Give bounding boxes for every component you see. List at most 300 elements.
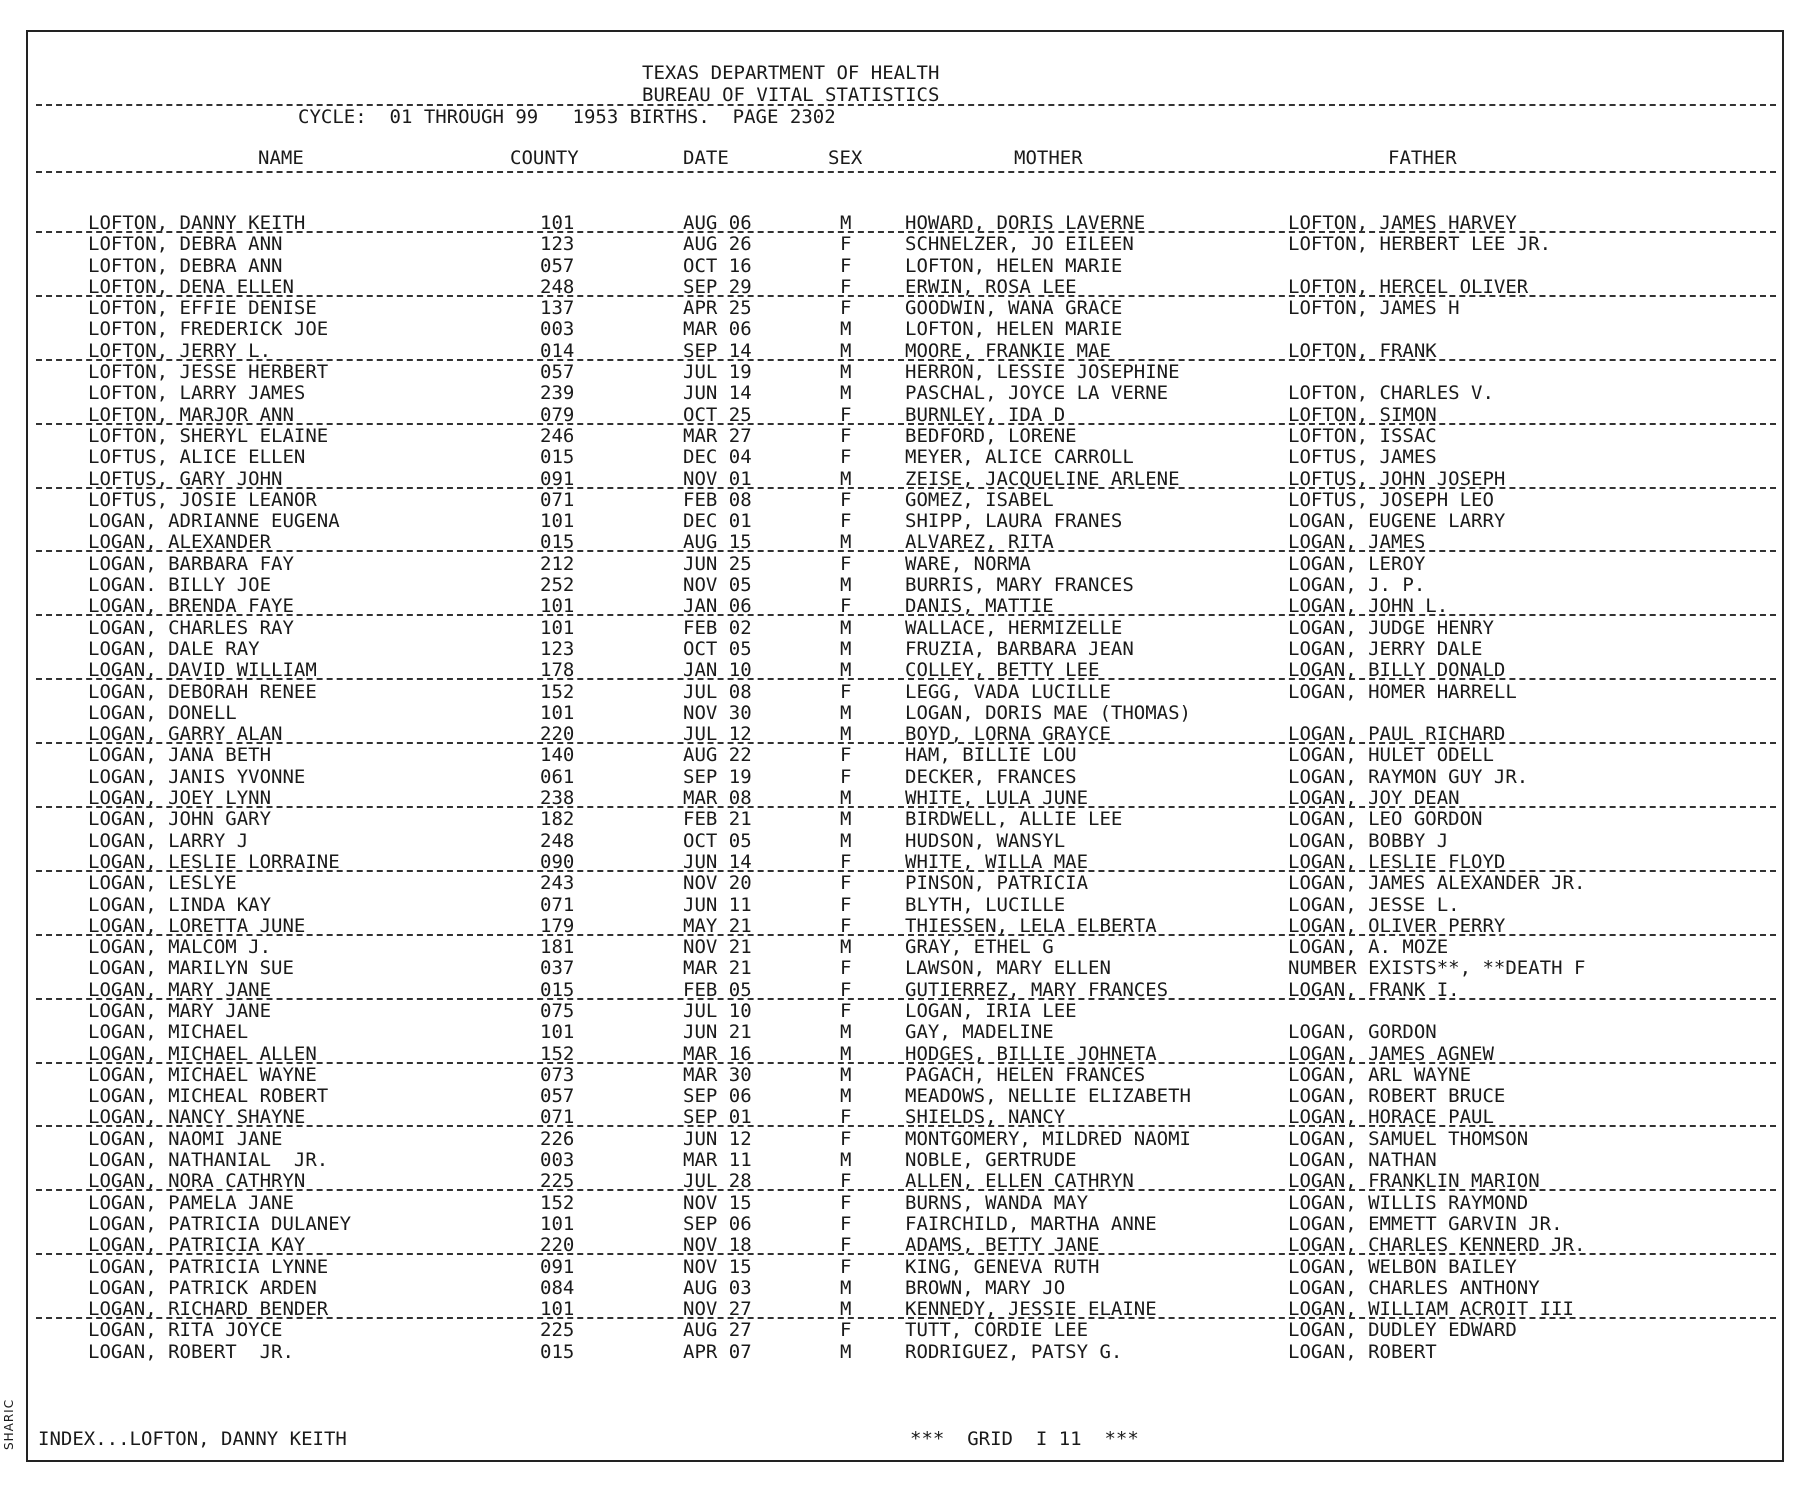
cell-father: LOGAN, BOBBY J bbox=[1288, 829, 1449, 852]
cell-father: LOFTON, CHARLES V. bbox=[1288, 382, 1494, 405]
cell-sex: F bbox=[840, 1127, 852, 1150]
cell-name: LOGAN, MALCOM J. bbox=[88, 936, 272, 959]
cell-date: MAR 30 bbox=[683, 1063, 752, 1086]
cell-date: JUN 12 bbox=[683, 1127, 752, 1150]
cell-father: LOGAN, WILLIAM ACROIT III bbox=[1288, 1298, 1574, 1321]
cell-date: OCT 05 bbox=[683, 829, 752, 852]
cell-date: SEP 06 bbox=[683, 1212, 752, 1235]
cell-mother: PAGACH, HELEN FRANCES bbox=[905, 1063, 1146, 1086]
cell-name: LOGAN, ROBERT JR. bbox=[88, 1340, 294, 1363]
cell-name: LOGAN, PATRICIA DULANEY bbox=[88, 1212, 352, 1235]
cell-name: LOGAN, LORETTA JUNE bbox=[88, 914, 306, 937]
cell-mother: BLYTH, LUCILLE bbox=[905, 893, 1066, 916]
cell-county: 073 bbox=[540, 1063, 575, 1086]
cell-county: 226 bbox=[540, 1127, 575, 1150]
cell-date: JUN 14 bbox=[683, 850, 752, 873]
cell-father: LOGAN, CHARLES ANTHONY bbox=[1288, 1276, 1540, 1299]
cell-sex: M bbox=[840, 574, 852, 597]
cell-sex: F bbox=[840, 595, 852, 618]
cell-name: LOGAN, PAMELA JANE bbox=[88, 1191, 294, 1214]
cell-date: FEB 21 bbox=[683, 808, 752, 831]
cell-county: 140 bbox=[540, 744, 575, 767]
cell-county: 179 bbox=[540, 914, 575, 937]
cell-sex: M bbox=[840, 637, 852, 660]
cell-date: JUN 14 bbox=[683, 382, 752, 405]
cell-county: 071 bbox=[540, 893, 575, 916]
table-row bbox=[0, 447, 1807, 468]
cell-name: LOGAN, JANIS YVONNE bbox=[88, 765, 306, 788]
cell-name: LOFTON, DEBRA ANN bbox=[88, 254, 283, 277]
table-row bbox=[0, 618, 1807, 639]
cell-county: 178 bbox=[540, 659, 575, 682]
cell-mother: ALVAREZ, RITA bbox=[905, 531, 1054, 554]
table-row bbox=[0, 1299, 1807, 1320]
cell-father: LOGAN, ROBERT BRUCE bbox=[1288, 1085, 1506, 1108]
cell-sex: F bbox=[840, 552, 852, 575]
table-row bbox=[0, 1214, 1807, 1235]
cell-county: 182 bbox=[540, 808, 575, 831]
cell-name: LOGAN, MARILYN SUE bbox=[88, 957, 294, 980]
cell-date: FEB 05 bbox=[683, 978, 752, 1001]
cell-name: LOGAN, LINDA KAY bbox=[88, 893, 272, 916]
cell-name: LOGAN, PATRICIA KAY bbox=[88, 1234, 306, 1257]
cell-date: MAR 16 bbox=[683, 1042, 752, 1065]
cell-name: LOGAN, BARBARA FAY bbox=[88, 552, 294, 575]
cell-county: 014 bbox=[540, 339, 575, 362]
table-row bbox=[0, 213, 1807, 234]
cell-father: LOGAN, NATHAN bbox=[1288, 1149, 1437, 1172]
cell-mother: BROWN, MARY JO bbox=[905, 1276, 1066, 1299]
cell-sex: F bbox=[840, 510, 852, 533]
cell-county: 071 bbox=[540, 488, 575, 511]
cell-county: 123 bbox=[540, 233, 575, 256]
cell-mother: THIESSEN, LELA ELBERTA bbox=[905, 914, 1157, 937]
cell-name: LOFTON, MARJOR ANN bbox=[88, 403, 294, 426]
cell-date: SEP 29 bbox=[683, 275, 752, 298]
cell-mother: LOFTON, HELEN MARIE bbox=[905, 318, 1123, 341]
table-row bbox=[0, 341, 1807, 362]
cell-father: LOGAN, BILLY DONALD bbox=[1288, 659, 1506, 682]
cell-mother: TUTT, CORDIE LEE bbox=[905, 1319, 1089, 1342]
cell-sex: M bbox=[840, 212, 852, 234]
cell-date: MAY 21 bbox=[683, 914, 752, 937]
table-row bbox=[0, 916, 1807, 937]
cell-sex: F bbox=[840, 680, 852, 703]
cell-name: LOGAN, DEBORAH RENEE bbox=[88, 680, 317, 703]
column-header-divider bbox=[36, 171, 1776, 173]
table-row bbox=[0, 1022, 1807, 1043]
cell-mother: BIRDWELL, ALLIE LEE bbox=[905, 808, 1123, 831]
cell-father: LOGAN, OLIVER PERRY bbox=[1288, 914, 1506, 937]
cell-mother: LOGAN, DORIS MAE (THOMAS) bbox=[905, 701, 1191, 724]
cell-sex: M bbox=[840, 382, 852, 405]
table-row bbox=[0, 277, 1807, 298]
cell-name: LOGAN, NATHANIAL JR. bbox=[88, 1149, 329, 1172]
cell-sex: M bbox=[840, 787, 852, 810]
cell-mother: LOGAN, IRIA LEE bbox=[905, 999, 1077, 1022]
cell-name: LOGAN, MARY JANE bbox=[88, 978, 272, 1001]
cell-name: LOFTON, EFFIE DENISE bbox=[88, 297, 317, 320]
table-row bbox=[0, 1001, 1807, 1022]
cell-county: 220 bbox=[540, 1234, 575, 1257]
cell-sex: M bbox=[840, 616, 852, 639]
cell-county: 101 bbox=[540, 510, 575, 533]
cell-name: LOFTON, FREDERICK JOE bbox=[88, 318, 329, 341]
cell-father: LOFTON, JAMES H bbox=[1288, 297, 1460, 320]
cell-sex: F bbox=[840, 1106, 852, 1129]
cell-mother: WARE, NORMA bbox=[905, 552, 1031, 575]
cell-mother: ZEISE, JACQUELINE ARLENE bbox=[905, 467, 1180, 490]
cell-father: LOGAN, GORDON bbox=[1288, 1021, 1437, 1044]
cell-mother: KING, GENEVA RUTH bbox=[905, 1255, 1100, 1278]
table-row bbox=[0, 682, 1807, 703]
cell-father: LOFTUS, JAMES bbox=[1288, 446, 1437, 469]
cell-sex: F bbox=[840, 297, 852, 320]
cell-mother: ALLEN, ELLEN CATHRYN bbox=[905, 1170, 1134, 1193]
cell-county: 101 bbox=[540, 212, 575, 234]
table-row bbox=[0, 1278, 1807, 1299]
cell-county: 075 bbox=[540, 999, 575, 1022]
cell-sex: F bbox=[840, 1191, 852, 1214]
cell-name: LOGAN, NANCY SHAYNE bbox=[88, 1106, 306, 1129]
cell-father: LOGAN, SAMUEL THOMSON bbox=[1288, 1127, 1529, 1150]
table-row bbox=[0, 575, 1807, 596]
table-row bbox=[0, 1150, 1807, 1171]
cell-name: LOFTON, DENA ELLEN bbox=[88, 275, 294, 298]
cell-mother: BURRIS, MARY FRANCES bbox=[905, 574, 1134, 597]
cell-county: 239 bbox=[540, 382, 575, 405]
cell-name: LOGAN, BRENDA FAYE bbox=[88, 595, 294, 618]
cell-mother: HERRON, LESSIE JOSEPHINE bbox=[905, 361, 1180, 384]
table-row bbox=[0, 1171, 1807, 1192]
cell-county: 057 bbox=[540, 254, 575, 277]
cell-date: SEP 01 bbox=[683, 1106, 752, 1129]
cell-county: 212 bbox=[540, 552, 575, 575]
cell-county: 101 bbox=[540, 1298, 575, 1321]
cell-sex: M bbox=[840, 1276, 852, 1299]
cell-county: 015 bbox=[540, 446, 575, 469]
cell-sex: F bbox=[840, 424, 852, 447]
cell-name: LOGAN, GARRY ALAN bbox=[88, 723, 283, 746]
cell-name: LOGAN, DALE RAY bbox=[88, 637, 260, 660]
cell-sex: M bbox=[840, 723, 852, 746]
cell-county: 057 bbox=[540, 1085, 575, 1108]
table-row bbox=[0, 319, 1807, 340]
birth-records-table bbox=[0, 213, 1807, 1363]
cell-father: LOGAN, HOMER HARRELL bbox=[1288, 680, 1517, 703]
cell-mother: SHIPP, LAURA FRANES bbox=[905, 510, 1123, 533]
cell-county: 091 bbox=[540, 1255, 575, 1278]
cell-sex: M bbox=[840, 1149, 852, 1172]
table-row bbox=[0, 362, 1807, 383]
table-row bbox=[0, 788, 1807, 809]
table-row bbox=[0, 873, 1807, 894]
cell-date: FEB 02 bbox=[683, 616, 752, 639]
cell-father: LOGAN, JOHN L. bbox=[1288, 595, 1449, 618]
cell-date: APR 25 bbox=[683, 297, 752, 320]
table-row bbox=[0, 554, 1807, 575]
table-row bbox=[0, 767, 1807, 788]
table-row bbox=[0, 469, 1807, 490]
cell-name: LOGAN, JANA BETH bbox=[88, 744, 272, 767]
cell-mother: LEGG, VADA LUCILLE bbox=[905, 680, 1111, 703]
cell-mother: HAM, BILLIE LOU bbox=[905, 744, 1077, 767]
cell-mother: SCHNELZER, JO EILEEN bbox=[905, 233, 1134, 256]
cell-county: 252 bbox=[540, 574, 575, 597]
cell-father: LOGAN, DUDLEY EDWARD bbox=[1288, 1319, 1517, 1342]
cell-father: LOGAN, EUGENE LARRY bbox=[1288, 510, 1506, 533]
cell-date: JUN 21 bbox=[683, 1021, 752, 1044]
cell-sex: F bbox=[840, 999, 852, 1022]
cell-name: LOGAN, RICHARD BENDER bbox=[88, 1298, 329, 1321]
table-row bbox=[0, 1193, 1807, 1214]
cell-mother: BURNS, WANDA MAY bbox=[905, 1191, 1089, 1214]
cell-father: LOGAN, ROBERT bbox=[1288, 1340, 1437, 1363]
cell-county: 225 bbox=[540, 1170, 575, 1193]
cell-father: LOGAN, LEO GORDON bbox=[1288, 808, 1483, 831]
cell-name: LOFTON, JESSE HERBERT bbox=[88, 361, 329, 384]
footer-grid: *** GRID I 11 *** bbox=[910, 1428, 1139, 1450]
cell-county: 123 bbox=[540, 637, 575, 660]
cell-date: NOV 30 bbox=[683, 701, 752, 724]
cell-father: LOGAN, LESLIE FLOYD bbox=[1288, 850, 1506, 873]
table-row bbox=[0, 1235, 1807, 1256]
cell-date: OCT 05 bbox=[683, 637, 752, 660]
table-row bbox=[0, 639, 1807, 660]
cell-mother: GUTIERREZ, MARY FRANCES bbox=[905, 978, 1169, 1001]
cell-county: 246 bbox=[540, 424, 575, 447]
cell-name: LOGAN, LESLIE LORRAINE bbox=[88, 850, 340, 873]
cell-sex: M bbox=[840, 808, 852, 831]
cell-date: DEC 04 bbox=[683, 446, 752, 469]
cell-mother: PASCHAL, JOYCE LA VERNE bbox=[905, 382, 1169, 405]
cell-date: JUL 28 bbox=[683, 1170, 752, 1193]
cell-county: 079 bbox=[540, 403, 575, 426]
cell-county: 015 bbox=[540, 1340, 575, 1363]
table-row bbox=[0, 809, 1807, 830]
cell-name: LOFTON, DEBRA ANN bbox=[88, 233, 283, 256]
cell-name: LOFTUS, JOSIE LEANOR bbox=[88, 488, 317, 511]
cell-name: LOGAN, MICHAEL WAYNE bbox=[88, 1063, 317, 1086]
cell-name: LOGAN, LESLYE bbox=[88, 872, 237, 895]
cell-mother: WHITE, LULA JUNE bbox=[905, 787, 1089, 810]
cell-sex: F bbox=[840, 957, 852, 980]
cell-mother: NOBLE, GERTRUDE bbox=[905, 1149, 1077, 1172]
cell-father: LOGAN, EMMETT GARVIN JR. bbox=[1288, 1212, 1563, 1235]
cell-county: 101 bbox=[540, 616, 575, 639]
cell-date: MAR 27 bbox=[683, 424, 752, 447]
cell-mother: KENNEDY, JESSIE ELAINE bbox=[905, 1298, 1157, 1321]
cell-sex: F bbox=[840, 488, 852, 511]
cell-father: LOFTON, HERBERT LEE JR. bbox=[1288, 233, 1552, 256]
cell-sex: F bbox=[840, 914, 852, 937]
cell-mother: BOYD, LORNA GRAYCE bbox=[905, 723, 1111, 746]
cell-name: LOGAN, RITA JOYCE bbox=[88, 1319, 283, 1342]
column-header-father: FATHER bbox=[1388, 147, 1457, 169]
table-row bbox=[0, 703, 1807, 724]
cell-sex: M bbox=[840, 701, 852, 724]
cell-sex: F bbox=[840, 254, 852, 277]
cell-sex: F bbox=[840, 403, 852, 426]
cell-father: LOFTON, SIMON bbox=[1288, 403, 1437, 426]
cell-name: LOFTON, LARRY JAMES bbox=[88, 382, 306, 405]
table-row bbox=[0, 234, 1807, 255]
cell-date: MAR 08 bbox=[683, 787, 752, 810]
table-row bbox=[0, 596, 1807, 617]
cell-father: LOGAN, A. MOZE bbox=[1288, 936, 1449, 959]
table-row bbox=[0, 405, 1807, 426]
cell-date: MAR 11 bbox=[683, 1149, 752, 1172]
header-divider bbox=[36, 104, 1776, 106]
cell-county: 101 bbox=[540, 595, 575, 618]
cell-father: LOGAN, ARL WAYNE bbox=[1288, 1063, 1472, 1086]
cell-sex: M bbox=[840, 659, 852, 682]
cell-father: NUMBER EXISTS**, **DEATH F bbox=[1288, 957, 1586, 980]
cell-sex: F bbox=[840, 1255, 852, 1278]
cell-date: JAN 06 bbox=[683, 595, 752, 618]
cell-father: LOGAN, JOY DEAN bbox=[1288, 787, 1460, 810]
cell-father: LOGAN, LEROY bbox=[1288, 552, 1426, 575]
cell-name: LOGAN, ADRIANNE EUGENA bbox=[88, 510, 340, 533]
cell-mother: BEDFORD, LORENE bbox=[905, 424, 1077, 447]
cell-date: NOV 21 bbox=[683, 936, 752, 959]
cell-county: 071 bbox=[540, 1106, 575, 1129]
cell-sex: F bbox=[840, 233, 852, 256]
cell-sex: M bbox=[840, 531, 852, 554]
cell-date: NOV 15 bbox=[683, 1191, 752, 1214]
cell-date: AUG 03 bbox=[683, 1276, 752, 1299]
cell-county: 015 bbox=[540, 978, 575, 1001]
cell-father: LOFTUS, JOSEPH LEO bbox=[1288, 488, 1494, 511]
header-cycle: CYCLE: 01 THROUGH 99 1953 BIRTHS. PAGE 2302 bbox=[298, 106, 836, 128]
cell-mother: DECKER, FRANCES bbox=[905, 765, 1077, 788]
table-row bbox=[0, 298, 1807, 319]
cell-sex: M bbox=[840, 1298, 852, 1321]
cell-sex: F bbox=[840, 893, 852, 916]
cell-mother: RODRIGUEZ, PATSY G. bbox=[905, 1340, 1123, 1363]
cell-father: LOGAN, PAUL RICHARD bbox=[1288, 723, 1506, 746]
cell-sex: F bbox=[840, 978, 852, 1001]
cell-name: LOGAN, DONELL bbox=[88, 701, 237, 724]
side-mark: SHARIC bbox=[2, 1398, 16, 1450]
cell-father: LOFTON, JAMES HARVEY bbox=[1288, 212, 1517, 234]
cell-mother: PINSON, PATRICIA bbox=[905, 872, 1089, 895]
cell-sex: M bbox=[840, 361, 852, 384]
cell-sex: F bbox=[840, 1319, 852, 1342]
cell-sex: F bbox=[840, 446, 852, 469]
row-divider bbox=[36, 678, 1776, 680]
table-row bbox=[0, 724, 1807, 745]
cell-name: LOGAN, MICHAEL ALLEN bbox=[88, 1042, 317, 1065]
cell-mother: GOMEZ, ISABEL bbox=[905, 488, 1054, 511]
cell-county: 101 bbox=[540, 1212, 575, 1235]
cell-father: LOGAN, WELBON BAILEY bbox=[1288, 1255, 1517, 1278]
column-header-name: NAME bbox=[258, 147, 304, 169]
column-header-mother: MOTHER bbox=[1014, 147, 1083, 169]
cell-date: AUG 26 bbox=[683, 233, 752, 256]
cell-sex: M bbox=[840, 1085, 852, 1108]
cell-sex: M bbox=[840, 1021, 852, 1044]
cell-date: JUL 19 bbox=[683, 361, 752, 384]
cell-mother: LOFTON, HELEN MARIE bbox=[905, 254, 1123, 277]
cell-mother: GAY, MADELINE bbox=[905, 1021, 1054, 1044]
cell-name: LOFTUS, GARY JOHN bbox=[88, 467, 283, 490]
cell-name: LOGAN, ALEXANDER bbox=[88, 531, 272, 554]
cell-date: FEB 08 bbox=[683, 488, 752, 511]
cell-date: JAN 10 bbox=[683, 659, 752, 682]
cell-date: MAR 06 bbox=[683, 318, 752, 341]
cell-name: LOGAN, MARY JANE bbox=[88, 999, 272, 1022]
cell-mother: FRUZIA, BARBARA JEAN bbox=[905, 637, 1134, 660]
cell-county: 061 bbox=[540, 765, 575, 788]
cell-mother: LAWSON, MARY ELLEN bbox=[905, 957, 1111, 980]
table-row bbox=[0, 745, 1807, 766]
cell-mother: GOODWIN, WANA GRACE bbox=[905, 297, 1123, 320]
cell-name: LOGAN, CHARLES RAY bbox=[88, 616, 294, 639]
cell-county: 181 bbox=[540, 936, 575, 959]
table-row bbox=[0, 1107, 1807, 1128]
cell-sex: F bbox=[840, 850, 852, 873]
cell-name: LOGAN, PATRICIA LYNNE bbox=[88, 1255, 329, 1278]
cell-date: AUG 15 bbox=[683, 531, 752, 554]
cell-county: 152 bbox=[540, 1042, 575, 1065]
cell-father: LOFTON, HERCEL OLIVER bbox=[1288, 275, 1529, 298]
table-row bbox=[0, 1320, 1807, 1341]
column-header-date: DATE bbox=[683, 147, 729, 169]
cell-mother: FAIRCHILD, MARTHA ANNE bbox=[905, 1212, 1157, 1235]
table-row bbox=[0, 426, 1807, 447]
cell-date: NOV 18 bbox=[683, 1234, 752, 1257]
cell-sex: M bbox=[840, 1042, 852, 1065]
cell-county: 003 bbox=[540, 318, 575, 341]
cell-date: DEC 01 bbox=[683, 510, 752, 533]
cell-mother: WHITE, WILLA MAE bbox=[905, 850, 1089, 873]
cell-county: 152 bbox=[540, 680, 575, 703]
cell-name: LOFTON, SHERYL ELAINE bbox=[88, 424, 329, 447]
cell-father: LOFTON, ISSAC bbox=[1288, 424, 1437, 447]
cell-mother: MEYER, ALICE CARROLL bbox=[905, 446, 1134, 469]
cell-county: 238 bbox=[540, 787, 575, 810]
column-header-sex: SEX bbox=[828, 147, 863, 169]
table-row bbox=[0, 980, 1807, 1001]
cell-name: LOFTON, DANNY KEITH bbox=[88, 212, 306, 234]
cell-father: LOGAN, JUDGE HENRY bbox=[1288, 616, 1494, 639]
cell-sex: F bbox=[840, 1212, 852, 1235]
cell-date: OCT 16 bbox=[683, 254, 752, 277]
cell-mother: HUDSON, WANSYL bbox=[905, 829, 1066, 852]
cell-father: LOGAN, JAMES bbox=[1288, 531, 1426, 554]
cell-date: SEP 06 bbox=[683, 1085, 752, 1108]
cell-mother: SHIELDS, NANCY bbox=[905, 1106, 1066, 1129]
table-row bbox=[0, 1065, 1807, 1086]
table-row bbox=[0, 895, 1807, 916]
table-row bbox=[0, 1044, 1807, 1065]
cell-county: 152 bbox=[540, 1191, 575, 1214]
cell-sex: F bbox=[840, 872, 852, 895]
table-row bbox=[0, 958, 1807, 979]
cell-father: LOGAN, RAYMON GUY JR. bbox=[1288, 765, 1529, 788]
cell-date: AUG 06 bbox=[683, 212, 752, 234]
cell-mother: GRAY, ETHEL G bbox=[905, 936, 1054, 959]
table-row bbox=[0, 256, 1807, 277]
cell-sex: F bbox=[840, 744, 852, 767]
column-header-county: COUNTY bbox=[510, 147, 579, 169]
cell-county: 015 bbox=[540, 531, 575, 554]
cell-father: LOGAN, JESSE L. bbox=[1288, 893, 1460, 916]
cell-father: LOGAN, HORACE PAUL bbox=[1288, 1106, 1494, 1129]
cell-county: 090 bbox=[540, 850, 575, 873]
cell-mother: MOORE, FRANKIE MAE bbox=[905, 339, 1111, 362]
